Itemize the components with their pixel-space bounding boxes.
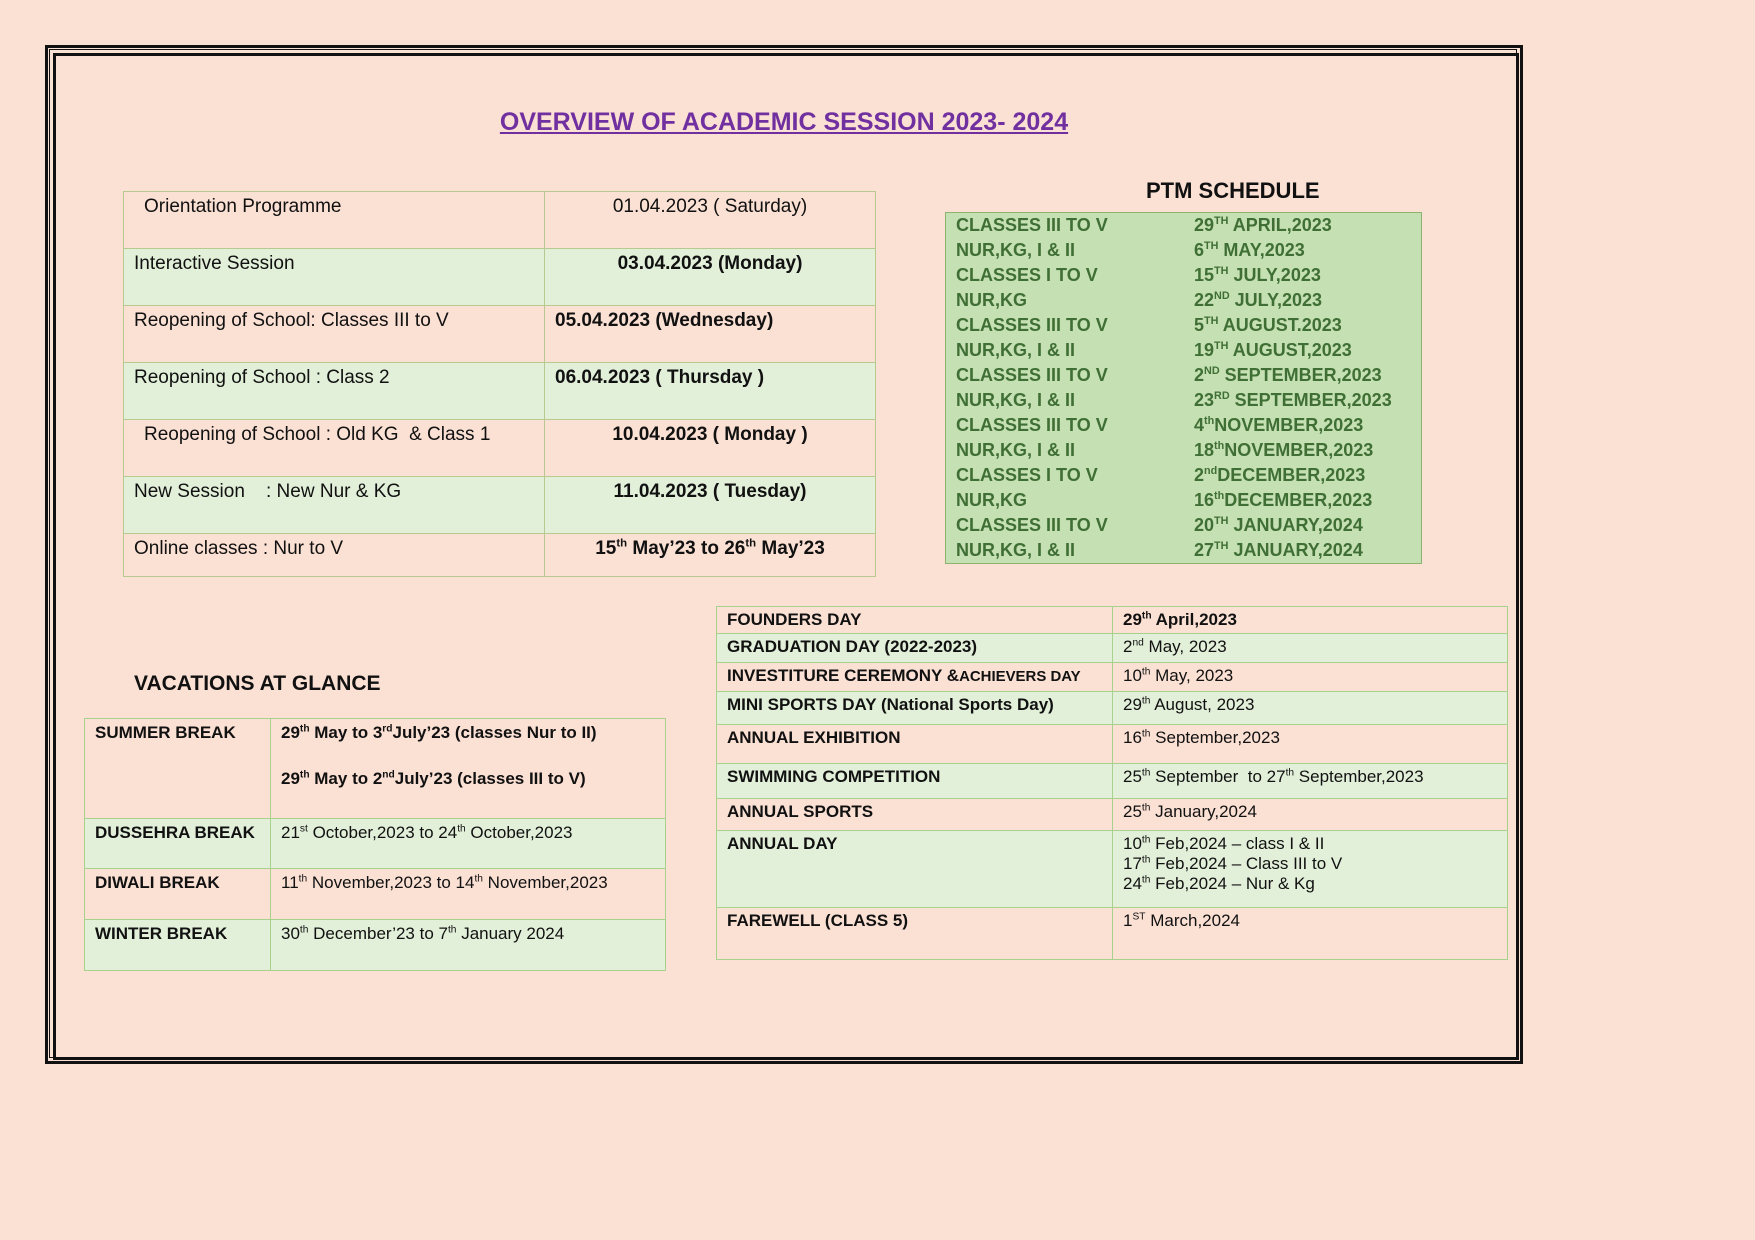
ordinal-suffix: th: [1214, 440, 1225, 452]
date-text: JANUARY,2024: [1228, 540, 1363, 560]
date-text: 23: [1194, 390, 1215, 410]
date-text: 15: [595, 538, 617, 559]
date-text: APRIL,2023: [1228, 215, 1332, 235]
ordinal-suffix: th: [1141, 728, 1151, 740]
break-name-cell: DUSSEHRA BREAK: [85, 819, 271, 869]
date-text: DECEMBER,2023: [1217, 465, 1366, 485]
date-text: 29: [1123, 610, 1142, 629]
date-text: Feb,2024 – Nur & Kg: [1150, 874, 1315, 893]
date-cell: 01.04.2023 ( Saturday): [545, 192, 876, 249]
date-text: May, 2023: [1150, 666, 1234, 685]
event-date-cell: [1113, 663, 1508, 692]
date-text: January,2024: [1150, 802, 1257, 821]
session-schedule-table: [123, 191, 876, 577]
ptm-date-cell: [1184, 263, 1422, 288]
table-row: [85, 920, 666, 971]
event-name: ANNUAL DAY: [727, 834, 838, 853]
ordinal-suffix: TH: [1214, 340, 1229, 352]
event-cell: Reopening of School : Old KG & Class 1: [124, 420, 545, 477]
event-name-cell: [717, 634, 1113, 663]
date-text: AUGUST.2023: [1218, 315, 1342, 335]
date-cell: 05.04.2023 (Wednesday): [545, 306, 876, 363]
event-cell: New Session : New Nur & KG: [124, 477, 545, 534]
date-text: 16: [1194, 490, 1215, 510]
date-text: 4: [1194, 415, 1205, 435]
date-text: 22: [1194, 290, 1215, 310]
events-table: [716, 606, 1508, 960]
date-text: May’23: [756, 538, 825, 559]
ptm-classes-cell: NUR,KG, I & II: [956, 240, 1076, 260]
ordinal-suffix: th: [1141, 695, 1151, 707]
table-row: [85, 819, 666, 869]
table-row: [124, 306, 876, 363]
date-text: 16: [1123, 728, 1142, 747]
table-row: [124, 420, 876, 477]
event-name: FOUNDERS DAY: [727, 610, 862, 629]
date-text: April,2023: [1151, 610, 1237, 629]
event-name-cell: [717, 799, 1113, 831]
ptm-row: [946, 463, 1422, 488]
ptm-date-cell: [1184, 213, 1422, 239]
ordinal-suffix: th: [1285, 767, 1295, 779]
event-date-cell: [1113, 799, 1508, 831]
date-text: May’23 to 26: [627, 538, 746, 559]
date-text: Feb,2024 – Class III to V: [1150, 854, 1343, 873]
date-text: August, 2023: [1150, 695, 1255, 714]
event-cell: Online classes : Nur to V: [124, 534, 545, 577]
ptm-row: [946, 338, 1422, 363]
ptm-classes-cell: CLASSES III TO V: [956, 315, 1108, 335]
ordinal-suffix: th: [1204, 415, 1215, 427]
ptm-classes-cell: CLASSES III TO V: [956, 415, 1108, 435]
ordinal-suffix: th: [299, 723, 310, 735]
event-name: FAREWELL (CLASS 5): [727, 911, 909, 930]
ptm-schedule-table: [945, 212, 1422, 564]
event-cell: Interactive Session: [124, 249, 545, 306]
ptm-classes-cell: NUR,KG, I & II: [956, 540, 1076, 560]
date-text: 29: [281, 769, 300, 788]
ptm-row: [946, 413, 1422, 438]
ordinal-suffix: th: [1141, 610, 1152, 622]
ordinal-suffix: th: [1141, 854, 1151, 866]
date-text: 20: [1194, 515, 1215, 535]
ptm-row: [946, 263, 1422, 288]
break-name-cell: SUMMER BREAK: [85, 719, 271, 819]
date-text: 21: [281, 823, 300, 842]
event-date-cell: [1113, 607, 1508, 634]
date-text: Feb,2024 – class I & II: [1150, 834, 1325, 853]
event-row: [717, 692, 1508, 725]
ptm-row: [946, 313, 1422, 338]
break-dates-cell: [271, 719, 666, 819]
event-date-cell: [1113, 692, 1508, 725]
ordinal-suffix: th: [299, 769, 310, 781]
event-cell: Orientation Programme: [124, 192, 545, 249]
date-text: 30: [281, 924, 300, 943]
ordinal-suffix: th: [1141, 874, 1151, 886]
ptm-classes-cell: CLASSES III TO V: [956, 365, 1108, 385]
ordinal-suffix: th: [457, 823, 466, 835]
event-name-cell: [717, 725, 1113, 764]
date-text: AUGUST,2023: [1228, 340, 1352, 360]
ordinal-suffix: nd: [1132, 637, 1144, 649]
ptm-title: PTM SCHEDULE: [1146, 178, 1320, 203]
event-row: [717, 799, 1508, 831]
ordinal-suffix: nd: [1204, 465, 1218, 477]
date-text: October,2023: [465, 823, 573, 842]
ordinal-suffix: th: [745, 537, 757, 550]
event-date-cell: [1113, 725, 1508, 764]
date-text: 27: [1194, 540, 1215, 560]
ptm-date-cell: [1184, 238, 1422, 263]
summer-dates-line: [281, 769, 655, 789]
date-text: November,2023: [482, 873, 608, 892]
table-row: [124, 192, 876, 249]
ptm-date-cell: [1184, 488, 1422, 513]
date-text: 19: [1194, 340, 1215, 360]
ordinal-suffix: ND: [1204, 365, 1220, 377]
date-text: November,2023 to 14: [307, 873, 475, 892]
vacations-table: [84, 718, 666, 971]
date-text: JULY,2023: [1229, 290, 1323, 310]
break-dates-cell: [271, 869, 666, 920]
ordinal-suffix: th: [1214, 490, 1225, 502]
date-text: September,2023: [1294, 767, 1424, 786]
date-cell: 10.04.2023 ( Monday ): [545, 420, 876, 477]
date-text: 29: [1123, 695, 1142, 714]
date-text: September to 27: [1150, 767, 1286, 786]
date-text: 15: [1194, 265, 1215, 285]
ordinal-suffix: TH: [1214, 265, 1229, 277]
ptm-classes-cell: NUR,KG, I & II: [956, 440, 1076, 460]
date-text: September,2023: [1150, 728, 1280, 747]
event-row: [717, 725, 1508, 764]
ordinal-suffix: th: [1141, 802, 1151, 814]
ordinal-suffix: nd: [382, 769, 395, 781]
date-text: 17: [1123, 854, 1142, 873]
date-text: MAY,2023: [1218, 240, 1305, 260]
date-text: JANUARY,2024: [1228, 515, 1363, 535]
table-row: [85, 869, 666, 920]
date-text: 10: [1123, 666, 1142, 685]
ordinal-suffix: th: [1141, 767, 1151, 779]
ordinal-suffix: TH: [1214, 215, 1229, 227]
event-row: [717, 634, 1508, 663]
event-name-cell: [717, 764, 1113, 799]
ptm-date-cell: [1184, 388, 1422, 413]
event-cell: Reopening of School: Classes III to V: [124, 306, 545, 363]
ordinal-suffix: ND: [1214, 290, 1230, 302]
ptm-classes-cell: NUR,KG, I & II: [956, 390, 1076, 410]
event-name: ANNUAL EXHIBITION: [727, 728, 901, 747]
ptm-date-cell: [1184, 438, 1422, 463]
event-row: [717, 764, 1508, 799]
ptm-row: [946, 388, 1422, 413]
summer-dates-line: [281, 723, 655, 743]
ptm-date-cell: [1184, 363, 1422, 388]
ptm-date-cell: [1184, 513, 1422, 538]
ordinal-suffix: rd: [382, 723, 393, 735]
ptm-classes-cell: NUR,KG: [956, 290, 1027, 310]
ordinal-suffix: ST: [1132, 911, 1146, 923]
date-text: 24: [1123, 874, 1142, 893]
ptm-date-cell: [1184, 313, 1422, 338]
ptm-row: [946, 538, 1422, 564]
date-cell: 11.04.2023 ( Tuesday): [545, 477, 876, 534]
event-name-cell: [717, 607, 1113, 634]
ptm-row: [946, 238, 1422, 263]
ptm-row: [946, 513, 1422, 538]
date-text: 2: [1194, 365, 1205, 385]
table-row: [124, 363, 876, 420]
ordinal-suffix: TH: [1204, 315, 1219, 327]
date-text: 25: [1123, 802, 1142, 821]
ptm-classes-cell: CLASSES I TO V: [956, 465, 1098, 485]
event-date-cell: [1113, 764, 1508, 799]
ordinal-suffix: th: [1141, 666, 1151, 678]
date-text: 2: [1194, 465, 1205, 485]
ordinal-suffix: th: [474, 873, 483, 885]
event-row: [717, 831, 1508, 908]
ptm-date-cell: [1184, 413, 1422, 438]
date-text: NOVEMBER,2023: [1224, 440, 1374, 460]
event-name: INVESTITURE CEREMONY &: [727, 666, 960, 685]
date-text: 29: [281, 723, 300, 742]
date-text: March,2024: [1145, 911, 1240, 930]
date-text: 29: [1194, 215, 1215, 235]
date-text: 18: [1194, 440, 1215, 460]
ordinal-suffix: th: [299, 924, 309, 936]
table-row: [124, 477, 876, 534]
ordinal-suffix: TH: [1214, 540, 1229, 552]
break-name-cell: WINTER BREAK: [85, 920, 271, 971]
event-date-cell: [1113, 831, 1508, 908]
event-row: [717, 663, 1508, 692]
table-row: [124, 249, 876, 306]
page-title: OVERVIEW OF ACADEMIC SESSION 2023- 2024: [499, 108, 1069, 136]
date-text: 25: [1123, 767, 1142, 786]
ptm-date-cell: [1184, 538, 1422, 564]
event-date-line: [1123, 854, 1497, 874]
event-date-line: [1123, 834, 1497, 854]
ordinal-suffix: th: [1141, 834, 1151, 846]
ordinal-suffix: th: [298, 873, 308, 885]
date-text: NOVEMBER,2023: [1214, 415, 1364, 435]
date-text: DECEMBER,2023: [1224, 490, 1373, 510]
date-text: May, 2023: [1143, 637, 1227, 656]
event-name: MINI SPORTS DAY (National Sports Day): [727, 695, 1054, 714]
date-text: 1: [1123, 911, 1133, 930]
date-text: October,2023 to 24: [307, 823, 458, 842]
event-name-cell: [717, 908, 1113, 960]
event-date-cell: [1113, 908, 1508, 960]
event-name: ANNUAL SPORTS: [727, 802, 874, 821]
date-text: 11: [281, 873, 299, 892]
event-row: [717, 908, 1508, 960]
ordinal-suffix: RD: [1214, 390, 1230, 402]
date-text: May to 3: [309, 723, 383, 742]
table-row: [124, 534, 876, 577]
break-dates-cell: [271, 920, 666, 971]
ptm-classes-cell: CLASSES III TO V: [956, 215, 1108, 235]
date-text: July’23 (classes Nur to II): [392, 723, 597, 742]
ptm-row: [946, 438, 1422, 463]
date-text: SEPTEMBER,2023: [1229, 390, 1392, 410]
ordinal-suffix: TH: [1214, 515, 1229, 527]
event-name-small: ACHIEVERS DAY: [959, 668, 1081, 685]
ptm-date-cell: [1184, 338, 1422, 363]
ptm-classes-cell: CLASSES III TO V: [956, 515, 1108, 535]
event-date-line: [1123, 874, 1497, 894]
date-text: 10: [1123, 834, 1142, 853]
date-cell: 03.04.2023 (Monday): [545, 249, 876, 306]
event-name-cell: [717, 692, 1113, 725]
event-date-cell: [1113, 634, 1508, 663]
event-row: [717, 607, 1508, 634]
ordinal-suffix: th: [447, 924, 457, 936]
ptm-classes-cell: NUR,KG: [956, 490, 1027, 510]
date-cell: [545, 534, 876, 577]
date-text: December’23 to 7: [308, 924, 448, 943]
ptm-date-cell: [1184, 288, 1422, 313]
ptm-row: [946, 488, 1422, 513]
date-text: 6: [1194, 240, 1205, 260]
date-text: 2: [1123, 637, 1133, 656]
event-name: SWIMMING COMPETITION: [727, 767, 941, 786]
date-text: JULY,2023: [1228, 265, 1321, 285]
ordinal-suffix: th: [616, 537, 628, 550]
table-row: [85, 719, 666, 819]
date-text: July’23 (classes III to V): [394, 769, 586, 788]
vacations-title: VACATIONS AT GLANCE: [134, 672, 381, 695]
event-name: GRADUATION DAY (2022-2023): [727, 637, 978, 656]
ptm-classes-cell: NUR,KG, I & II: [956, 340, 1076, 360]
event-name-cell: [717, 663, 1113, 692]
ptm-classes-cell: CLASSES I TO V: [956, 265, 1098, 285]
ordinal-suffix: TH: [1204, 240, 1219, 252]
ptm-row: [946, 213, 1422, 239]
date-text: January 2024: [456, 924, 565, 943]
ordinal-suffix: st: [299, 823, 308, 835]
ptm-row: [946, 288, 1422, 313]
break-dates-cell: [271, 819, 666, 869]
date-text: 5: [1194, 315, 1205, 335]
ptm-row: [946, 363, 1422, 388]
ptm-date-cell: [1184, 463, 1422, 488]
date-cell: 06.04.2023 ( Thursday ): [545, 363, 876, 420]
break-name-cell: DIWALI BREAK: [85, 869, 271, 920]
event-cell: Reopening of School : Class 2: [124, 363, 545, 420]
date-text: May to 2: [309, 769, 383, 788]
event-name-cell: [717, 831, 1113, 908]
date-text: SEPTEMBER,2023: [1219, 365, 1382, 385]
